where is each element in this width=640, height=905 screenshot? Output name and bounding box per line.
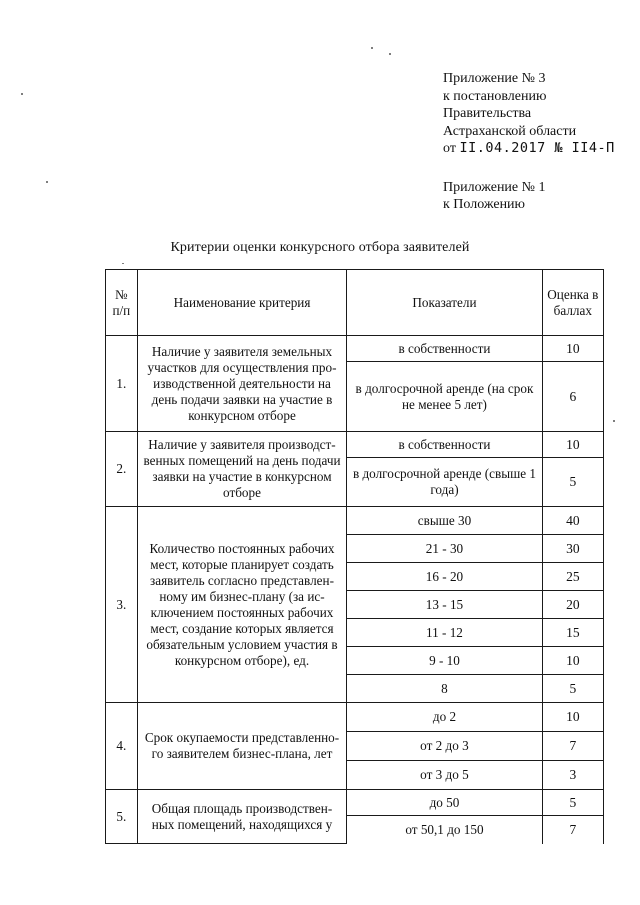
header-line-region: Астраханской области — [443, 123, 577, 139]
score-cell: 10 — [542, 336, 603, 362]
indicator-cell: 13 - 15 — [347, 591, 542, 619]
indicator-cell: 8 — [347, 675, 542, 703]
header-num: № п/п — [106, 270, 138, 336]
score-cell: 5 — [542, 458, 603, 507]
indicator-cell: в собственности — [347, 432, 542, 458]
scan-speck — [46, 181, 48, 183]
score-cell: 7 — [542, 816, 603, 844]
score-cell: 15 — [542, 619, 603, 647]
header-name: Наименование критерия — [137, 270, 347, 336]
score-cell: 40 — [542, 507, 603, 535]
header-line-appendix-1: Приложение № 1 — [443, 179, 546, 195]
scan-speck — [21, 93, 23, 95]
indicator-cell: в долгосрочной аренде (на срок не менее 5 лет) — [347, 362, 542, 432]
table-header-row — [106, 270, 604, 336]
criterion-name: Срок окупаемости представленно-го заявителем бизнес-плана, лет — [137, 703, 347, 790]
indicator-cell: до 2 — [347, 703, 542, 732]
indicator-cell: от 50,1 до 150 — [347, 816, 542, 844]
indicator-cell: 11 - 12 — [347, 619, 542, 647]
date-and-number: II.04.2017 № II4-П — [459, 140, 615, 156]
indicator-cell: 21 - 30 — [347, 535, 542, 563]
indicator-cell: в собственности — [347, 336, 542, 362]
header-line-to-regulation: к Положению — [443, 197, 526, 212]
scan-speck — [613, 420, 615, 422]
score-cell: 25 — [542, 563, 603, 591]
scan-speck — [389, 53, 391, 55]
score-cell: 5 — [542, 790, 603, 816]
indicator-cell: 9 - 10 — [347, 647, 542, 675]
indicator-cell: в долгосрочной аренде (свыше 1 года) — [347, 458, 542, 507]
criterion-name: Наличие у заявителя производст-венных помещений на день подачи заявки на участие в конкурсном отборе — [137, 432, 347, 507]
scan-speck — [371, 47, 373, 49]
row-number: 1. — [106, 336, 138, 432]
score-cell: 7 — [542, 732, 603, 761]
table-row — [106, 507, 604, 535]
indicator-cell: до 50 — [347, 790, 542, 816]
date-prefix: от — [443, 141, 456, 156]
table-row — [106, 432, 604, 458]
table-row — [106, 336, 604, 362]
appendix-header — [443, 70, 615, 214]
score-cell: 10 — [542, 432, 603, 458]
header-indicators: Показатели — [347, 270, 542, 336]
score-cell: 30 — [542, 535, 603, 563]
header-line-appendix-3: Приложение № 3 — [443, 71, 546, 86]
score-cell: 20 — [542, 591, 603, 619]
indicator-cell: 16 - 20 — [347, 563, 542, 591]
score-cell: 5 — [542, 675, 603, 703]
table-row — [106, 703, 604, 732]
scan-speck — [122, 263, 124, 264]
criterion-name: Общая площадь производствен-ных помещений, находящихся у — [137, 790, 347, 844]
row-number: 3. — [106, 507, 138, 703]
criteria-table — [105, 269, 604, 844]
score-cell: 3 — [542, 761, 603, 790]
table-row — [106, 790, 604, 816]
indicator-cell: от 2 до 3 — [347, 732, 542, 761]
header-line-date — [443, 140, 615, 158]
row-number: 4. — [106, 703, 138, 790]
document-title: Критерии оценки конкурсного отбора заявителей — [170, 240, 470, 255]
criterion-name: Наличие у заявителя земельных участков для осуществления про-изводственной деятельности на день подачи заявки на участие в конкурсном отборе — [137, 336, 347, 432]
score-cell: 6 — [542, 362, 603, 432]
header-score: Оценка в баллах — [542, 270, 603, 336]
indicator-cell: свыше 30 — [347, 507, 542, 535]
row-number: 2. — [106, 432, 138, 507]
header-line-government: Правительства — [443, 106, 532, 121]
row-number: 5. — [106, 790, 138, 844]
header-line-to-resolution: к постановлению — [443, 88, 547, 104]
criterion-name: Количество постоянных рабочих мест, которые планирует создать заявитель согласно представлен-ному им бизнес-плану (за ис-ключением постоянных рабочих мест, создание которых является обязательным условием участия в конкурсном отборе), ед. — [137, 507, 347, 703]
score-cell: 10 — [542, 647, 603, 675]
score-cell: 10 — [542, 703, 603, 732]
indicator-cell: от 3 до 5 — [347, 761, 542, 790]
